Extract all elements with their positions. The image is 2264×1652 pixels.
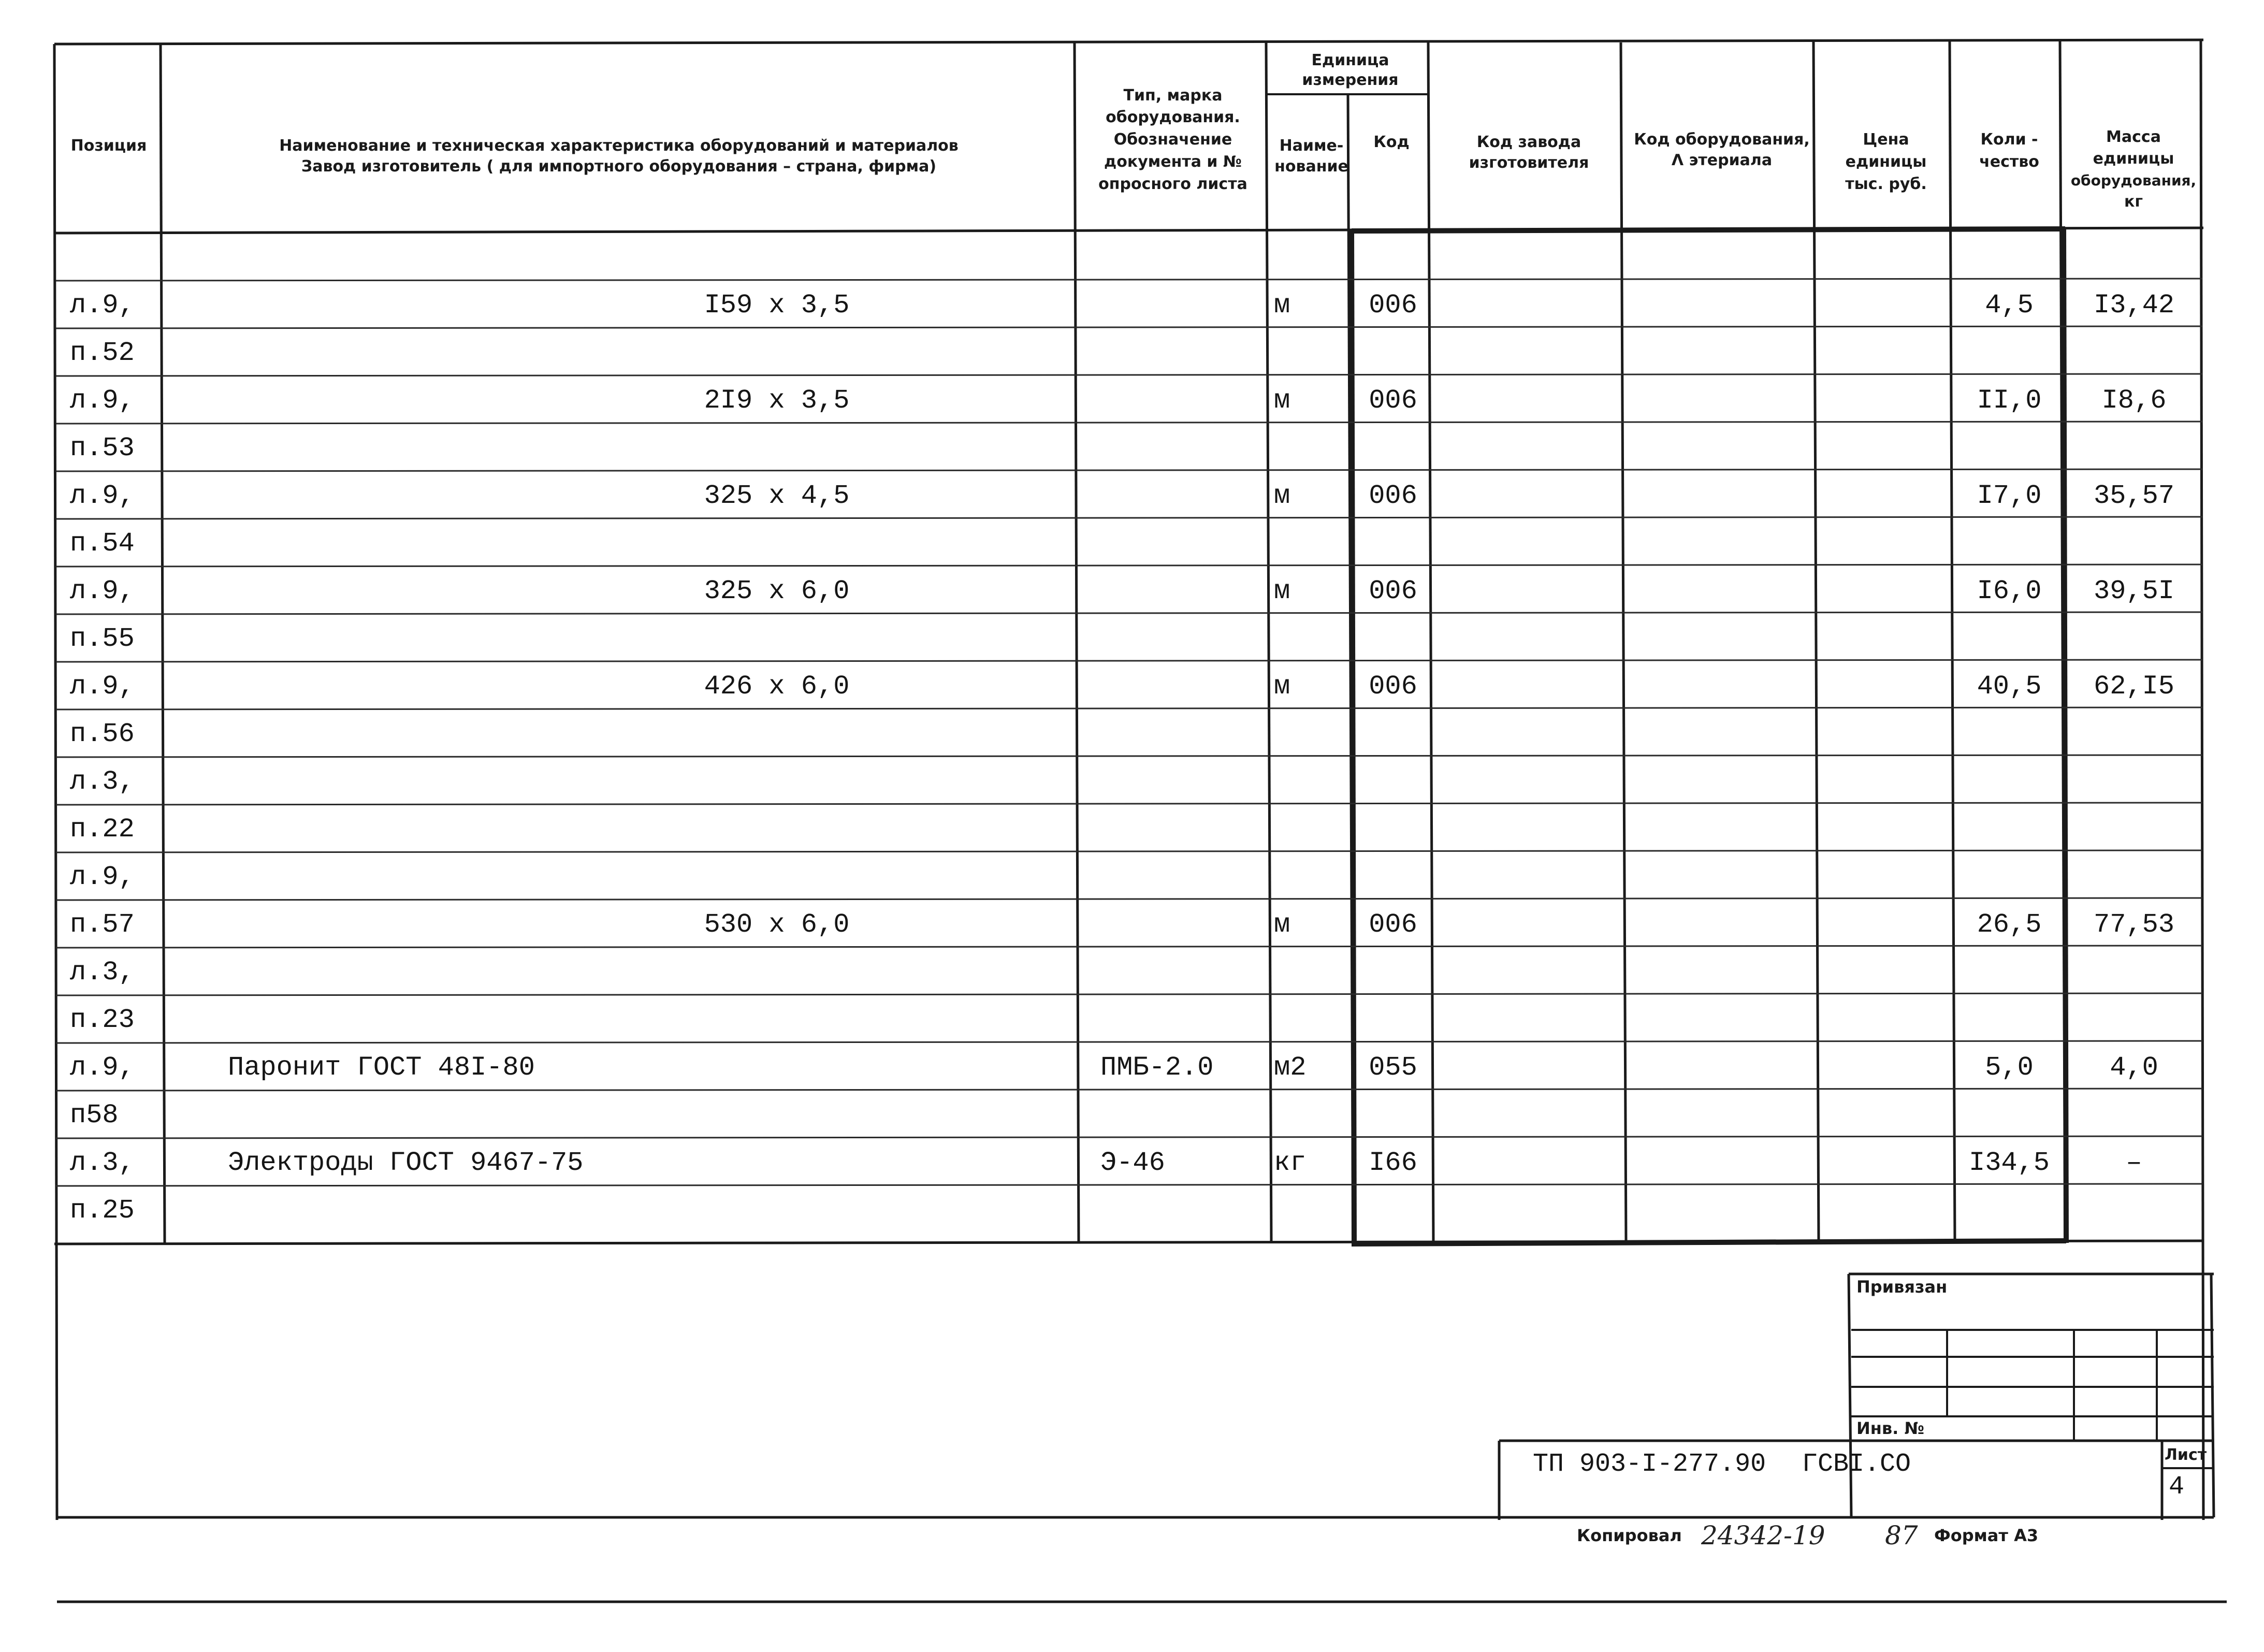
cell-qty: II,0	[1977, 385, 2042, 416]
cell-pos: л.9,	[70, 1052, 135, 1083]
header-type-line2: оборудования.	[1106, 108, 1240, 126]
sheet-label: Лист	[2165, 1446, 2207, 1464]
cell-mass: 39,5I	[2093, 576, 2175, 606]
header-name-line2: Завод изготовитель ( для импортного оборудования – страна, фирма)	[301, 157, 937, 176]
header-price-line3: тыс. руб.	[1845, 175, 1927, 193]
cell-qty: 26,5	[1977, 909, 2042, 940]
cell-name: 325 х 4,5	[704, 481, 850, 511]
header-unit-line2: измерения	[1302, 71, 1399, 89]
header-unit-code: Код	[1373, 133, 1410, 151]
cell-pos: п.56	[70, 719, 135, 749]
header-equipment-line1: Код оборудования,	[1634, 131, 1810, 149]
header-name-line1: Наименование и техническая характеристика оборудований и материалов	[279, 137, 959, 155]
cell-pos: п58	[70, 1100, 119, 1131]
cell-unit: кг	[1274, 1148, 1307, 1178]
row-divider	[56, 803, 2202, 805]
cell-name: 325 х 6,0	[704, 576, 850, 606]
cell-unit: м	[1274, 481, 1290, 511]
header-mass-line2: единицы	[2093, 150, 2174, 168]
document-code: ТП 903-I-277.90	[1533, 1450, 1766, 1479]
row-divider	[56, 898, 2202, 900]
header-factory-line2: изготовителя	[1469, 154, 1589, 172]
cell-qty: I34,5	[1968, 1148, 2050, 1178]
cell-qty: I6,0	[1977, 576, 2042, 606]
header-factory-line1: Код завода	[1476, 133, 1581, 151]
cell-pos: п.55	[70, 624, 135, 654]
header-mass-line4: кг	[2124, 193, 2143, 211]
cell-unit: м	[1274, 576, 1290, 606]
row-divider	[56, 374, 2202, 376]
row-divider	[56, 755, 2202, 757]
cell-pos: л.3,	[70, 766, 135, 797]
cell-mass: 77,53	[2093, 909, 2175, 940]
cell-name: Электроды ГОСТ 9467-75	[228, 1148, 584, 1178]
inventory-number-label: Инв. №	[1856, 1418, 1924, 1438]
row-divider	[56, 707, 2202, 709]
cell-mass: 62,I5	[2093, 671, 2175, 702]
cell-code: 006	[1369, 909, 1417, 940]
cell-unit: м2	[1274, 1052, 1307, 1083]
cell-code: 006	[1369, 290, 1417, 321]
header-mass-line3: оборудования,	[2070, 172, 2197, 189]
cell-code: I66	[1369, 1148, 1417, 1178]
row-divider	[56, 517, 2202, 519]
cell-qty: 5,0	[1985, 1052, 2034, 1083]
cell-name: 426 х 6,0	[704, 671, 850, 702]
row-divider	[56, 564, 2202, 567]
row-divider	[56, 469, 2202, 471]
header-equipment-line2: ꓥ этериала	[1671, 151, 1773, 169]
cell-code: 006	[1369, 385, 1417, 416]
cell-pos: л.9,	[70, 671, 135, 702]
cell-pos: л.3,	[70, 1148, 135, 1178]
header-unit-name-line1: Наиме-	[1279, 137, 1344, 155]
cell-name: I59 х 3,5	[704, 290, 850, 321]
cell-type: ПМБ-2.0	[1100, 1052, 1214, 1083]
cell-pos: л.3,	[70, 957, 135, 988]
header-unit-name-line2: нование	[1274, 157, 1348, 176]
bound-label: Привязан	[1856, 1277, 1948, 1297]
cell-pos: п.22	[70, 814, 135, 845]
cell-qty: 40,5	[1977, 671, 2042, 702]
row-divider	[56, 993, 2202, 995]
row-divider	[56, 279, 2202, 281]
cell-name: 2I9 х 3,5	[704, 385, 850, 416]
copied-label: Копировал	[1577, 1526, 1682, 1545]
cell-code: 006	[1369, 481, 1417, 511]
cell-pos: п.54	[70, 528, 135, 559]
format-label: Формат А3	[1934, 1526, 2039, 1545]
row-divider	[56, 1184, 2202, 1186]
cell-qty: 4,5	[1985, 290, 2034, 321]
cell-pos: л.9,	[70, 290, 135, 321]
row-divider	[56, 946, 2202, 948]
cell-mass: –	[2126, 1148, 2142, 1178]
header-price-line2: единицы	[1845, 153, 1927, 171]
row-divider	[56, 1136, 2202, 1138]
cell-mass: 35,57	[2093, 481, 2175, 511]
cell-pos: п.53	[70, 433, 135, 463]
header-type-line1: Тип, марка	[1123, 86, 1223, 105]
header-type-line3: Обозначение	[1113, 131, 1232, 149]
cell-unit: м	[1274, 909, 1290, 940]
row-divider	[56, 326, 2202, 328]
header-type-line5: опросного листа	[1098, 175, 1247, 193]
cell-unit: м	[1274, 290, 1290, 321]
cell-pos: л.9,	[70, 385, 135, 416]
cell-pos: п.23	[70, 1005, 135, 1035]
cell-pos: п.25	[70, 1195, 135, 1226]
cell-code: 006	[1369, 576, 1417, 606]
row-divider	[56, 422, 2202, 424]
header-mass-line1: Масса	[2106, 128, 2161, 146]
cell-qty: I7,0	[1977, 481, 2042, 511]
header-price-line1: Цена	[1863, 131, 1909, 149]
document-mark: ГСВI.СО	[1802, 1450, 1911, 1479]
cell-code: 006	[1369, 671, 1417, 702]
header-quantity-line2: чество	[1979, 153, 2039, 171]
cell-pos: п.57	[70, 909, 135, 940]
cell-unit: м	[1274, 671, 1290, 702]
copied-number: 24342-19	[1701, 1520, 1825, 1550]
cell-mass: I8,6	[2101, 385, 2167, 416]
cell-mass: I3,42	[2093, 290, 2175, 321]
sheet-number: 4	[2169, 1472, 2185, 1502]
row-divider	[56, 850, 2202, 852]
cell-pos: п.52	[70, 338, 135, 368]
header-type-line4: документа и №	[1104, 153, 1242, 171]
cell-pos: л.9,	[70, 576, 135, 606]
cell-type: Э-46	[1100, 1148, 1165, 1178]
row-divider	[56, 1089, 2202, 1091]
cell-unit: м	[1274, 385, 1290, 416]
cell-code: 055	[1369, 1052, 1417, 1083]
row-divider	[56, 1041, 2202, 1043]
header-position: Позиция	[70, 137, 147, 155]
header-unit-line1: Единица	[1311, 51, 1389, 69]
cell-pos: л.9,	[70, 481, 135, 511]
cell-name: Паронит ГОСТ 48I-80	[228, 1052, 535, 1083]
row-divider	[56, 660, 2202, 662]
cell-mass: 4,0	[2110, 1052, 2158, 1083]
header-quantity-line1: Коли -	[1980, 131, 2038, 149]
cell-pos: л.9,	[70, 862, 135, 892]
copied-page: 87	[1885, 1520, 1918, 1550]
row-divider	[56, 612, 2202, 614]
cell-name: 530 х 6,0	[704, 909, 850, 940]
